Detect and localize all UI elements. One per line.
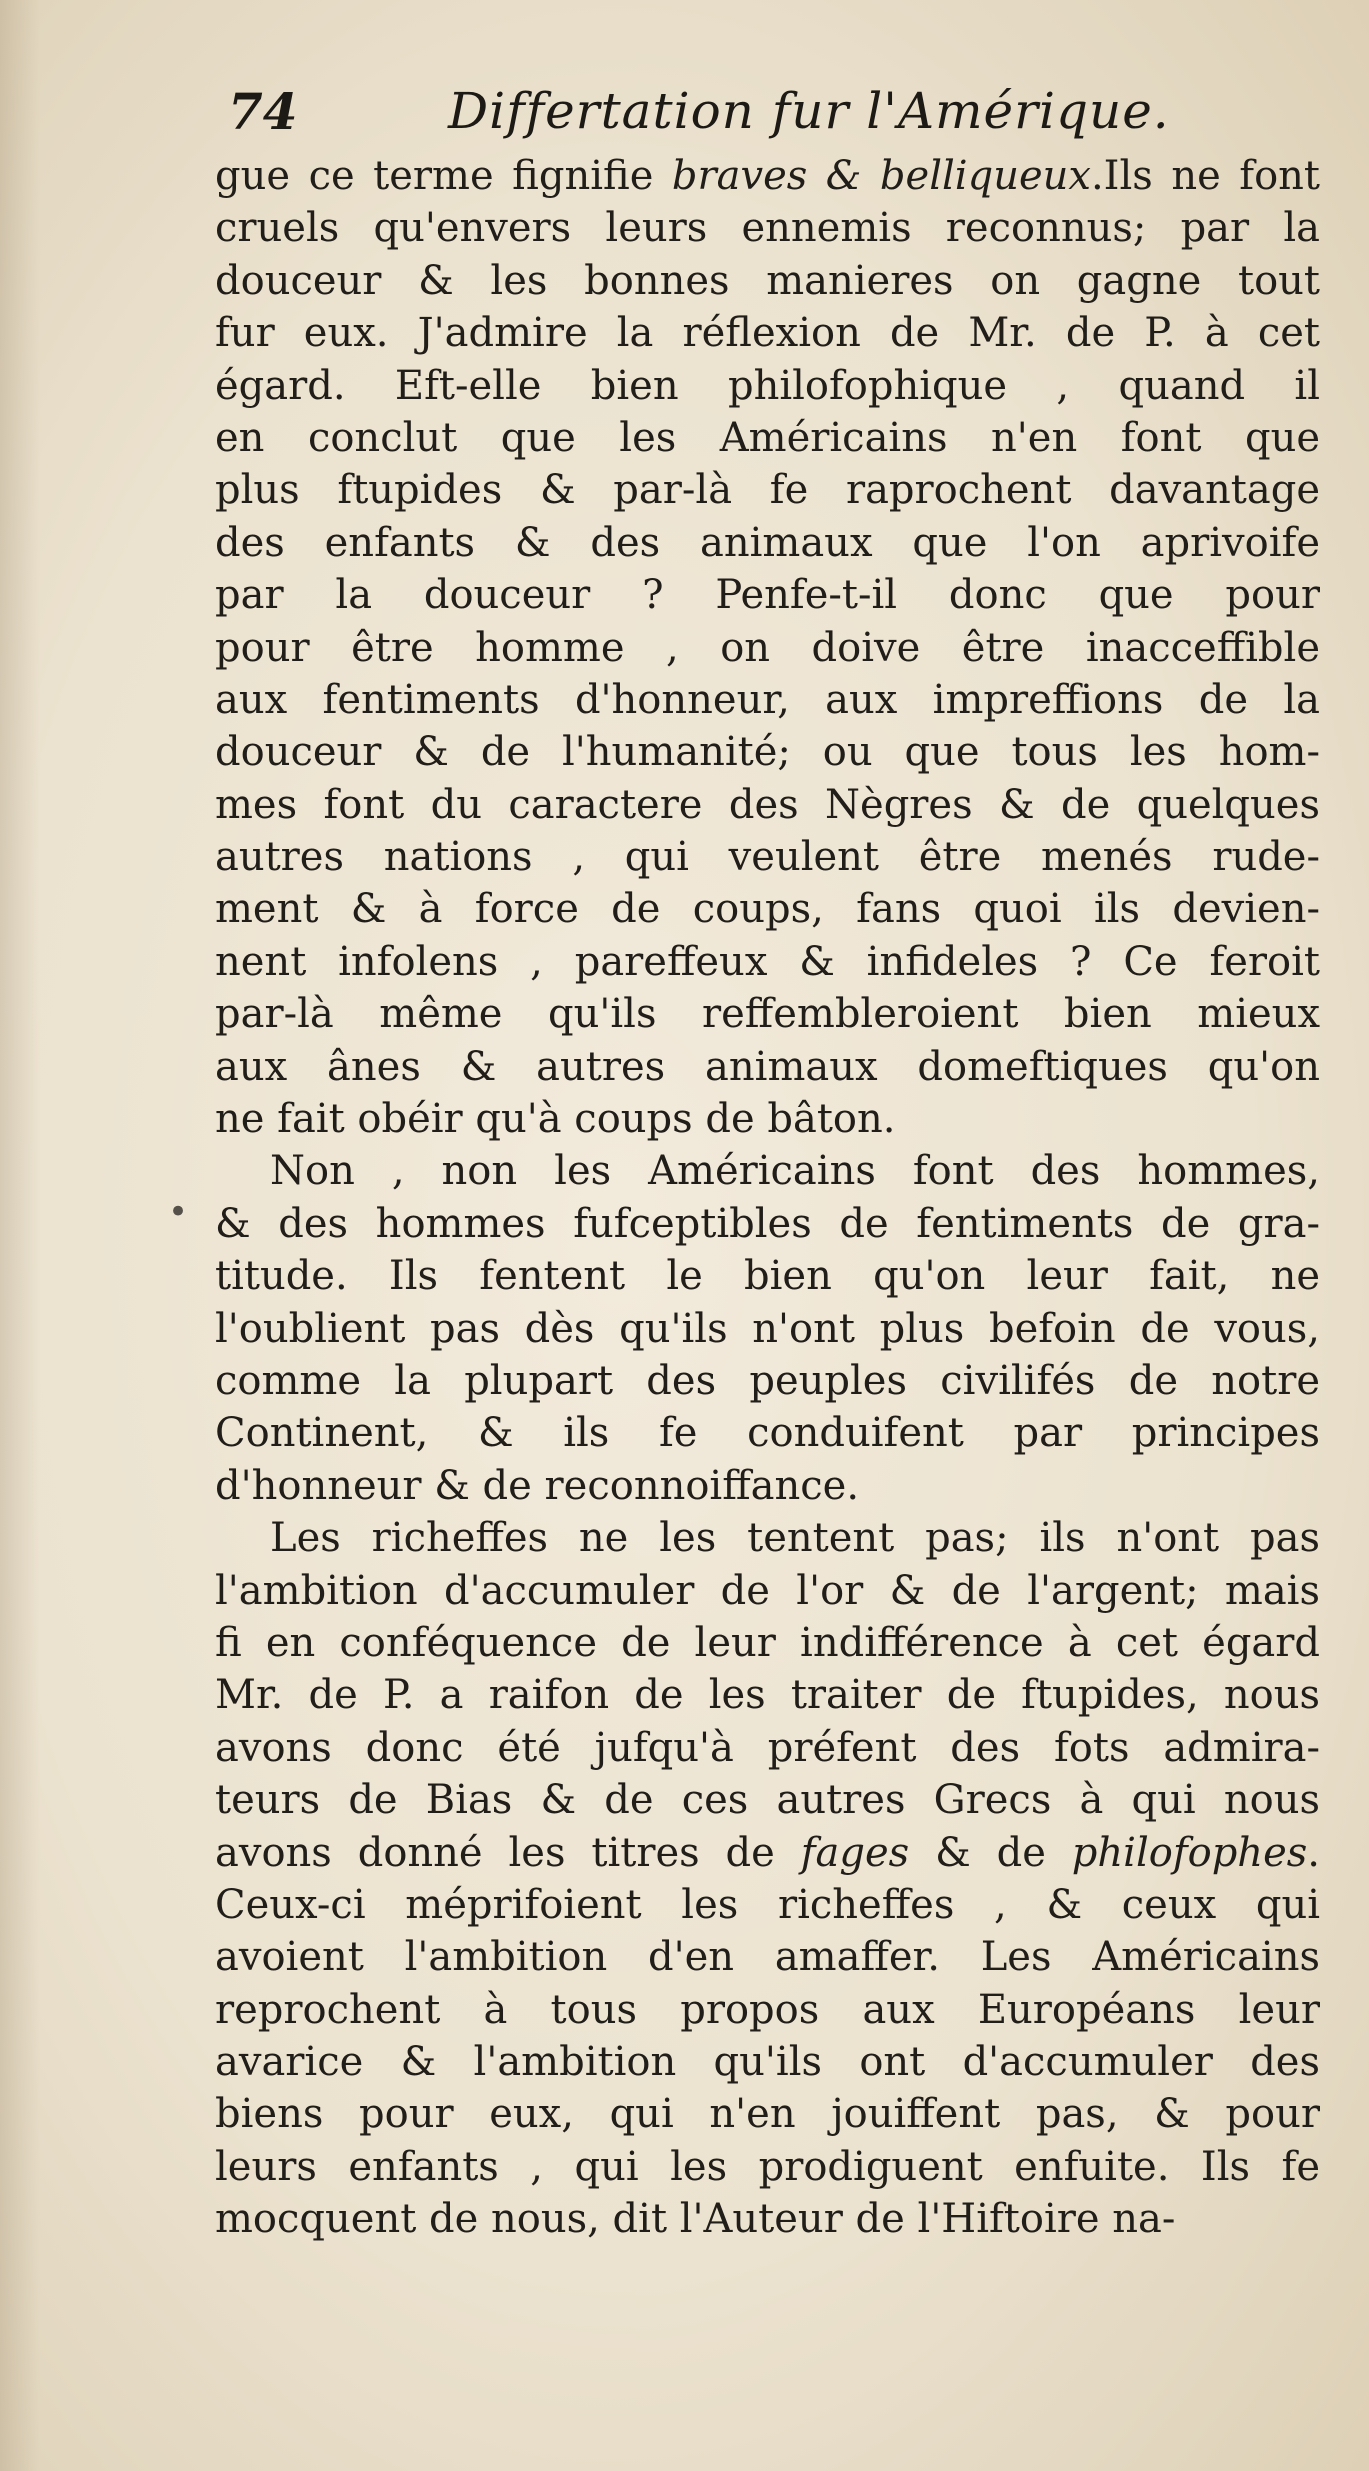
text-line xyxy=(215,1145,1320,1197)
line-text: mocquent de nous, dit l'Auteur de l'Hiftoire na- xyxy=(215,2196,1176,2243)
text-line xyxy=(215,1355,1320,1407)
line-text: mes font du caractere des Nègres & de quelques xyxy=(215,781,1320,828)
text-line xyxy=(215,1407,1320,1459)
line-text: d'honneur & de reconnoiffance. xyxy=(215,1462,860,1509)
line-text: par la douceur ? Penfe-t-il donc que pour xyxy=(215,572,1320,619)
line-text: nent infolens , pareffeux & infideles ? Ce feroit xyxy=(215,938,1320,985)
text-line xyxy=(215,1827,1320,1879)
text-line xyxy=(215,1617,1320,1669)
italic-text: braves & belliqueux xyxy=(671,153,1091,199)
text-line xyxy=(215,1565,1320,1617)
line-text: en conclut que les Américains n'en font que xyxy=(215,414,1320,461)
page-number: 74 xyxy=(228,82,298,141)
text-line xyxy=(215,1460,1320,1512)
text-line xyxy=(215,883,1320,935)
text-line xyxy=(215,831,1320,883)
text-line xyxy=(215,202,1320,254)
line-text: Ceux-ci méprifoient les richeffes , & ceux qui xyxy=(215,1881,1320,1928)
line-text: égard. Eft-elle bien philofophique , quand il xyxy=(215,362,1320,409)
text-line xyxy=(215,150,1320,202)
line-text: fur eux. J'admire la réflexion de Mr. de P. à cet xyxy=(215,310,1320,357)
text-line xyxy=(215,2036,1320,2088)
line-text: ment & à force de coups, fans quoi ils devien- xyxy=(215,886,1320,933)
line-text: reprochent à tous propos aux Européans leur xyxy=(215,1986,1320,2033)
text-line xyxy=(215,360,1320,412)
margin-mark: • xyxy=(168,1192,189,1232)
line-text: avarice & l'ambition qu'ils ont d'accumuler des xyxy=(215,2039,1320,2086)
line-text: Mr. de P. a raifon de les traiter de ftupides, nous xyxy=(215,1672,1320,1719)
page-header xyxy=(228,82,1308,152)
line-text: douceur & de l'humanité; ou que tous les hom- xyxy=(215,729,1320,776)
line-text: l'ambition d'accumuler de l'or & de l'argent; mais xyxy=(215,1567,1320,1614)
text-line xyxy=(215,1722,1320,1774)
text-line xyxy=(215,464,1320,516)
line-text: aux ânes & autres animaux domeftiques qu'on xyxy=(215,1043,1320,1090)
line-text: plus ftupides & par-là fe raprochent davantage xyxy=(215,467,1320,514)
text-line xyxy=(215,1931,1320,1983)
line-text: autres nations , qui veulent être menés rude- xyxy=(215,834,1320,881)
text-line xyxy=(215,2193,1320,2245)
line-text: biens pour eux, qui n'en jouiffent pas, & pour xyxy=(215,2091,1320,2138)
line-text: avons donné les titres de xyxy=(215,1829,801,1876)
line-text: aux fentiments d'honneur, aux impreffions de la xyxy=(215,676,1320,723)
line-text: cruels qu'envers leurs ennemis reconnus; par la xyxy=(215,205,1320,252)
line-text: gue ce terme fignifie xyxy=(215,153,672,199)
text-line xyxy=(215,1093,1320,1145)
text-line xyxy=(215,988,1320,1040)
line-text: comme la plupart des peuples civilifés de notre xyxy=(215,1357,1320,1404)
text-line xyxy=(215,1512,1320,1564)
text-line xyxy=(215,569,1320,621)
text-line xyxy=(215,622,1320,674)
running-title: Differtation fur l'Amérique. xyxy=(448,82,1170,140)
line-text: teurs de Bias & de ces autres Grecs à qui nous xyxy=(215,1777,1320,1824)
line-text: ne fait obéir qu'à coups de bâton. xyxy=(215,1096,896,1143)
line-text: leurs enfants , qui les prodiguent enfuite. Ils fe xyxy=(215,2143,1320,2190)
text-line xyxy=(215,2088,1320,2140)
italic-text: fages xyxy=(800,1829,910,1876)
text-line xyxy=(215,779,1320,831)
text-line xyxy=(215,2141,1320,2193)
line-text: avons donc été jufqu'à préfent des fots admira- xyxy=(215,1724,1320,1771)
italic-text: philofophes xyxy=(1071,1829,1308,1876)
text-line xyxy=(215,936,1320,988)
text-line xyxy=(215,726,1320,778)
line-text: fi en conféquence de leur indifférence à cet égard xyxy=(215,1619,1320,1666)
line-text: Les richeffes ne les tentent pas; ils n'ont pas xyxy=(270,1515,1320,1562)
text-line xyxy=(215,1250,1320,1302)
line-text: Continent, & ils fe conduifent par principes xyxy=(215,1410,1320,1457)
text-line xyxy=(215,1198,1320,1250)
text-line xyxy=(215,1041,1320,1093)
text-line xyxy=(215,412,1320,464)
line-text: douceur & les bonnes manieres on gagne tout xyxy=(215,257,1320,304)
line-text: l'oublient pas dès qu'ils n'ont plus befoin de vous, xyxy=(215,1305,1320,1352)
line-text: par-là même qu'ils reffembleroient bien mieux xyxy=(215,991,1320,1038)
line-text: pour être homme , on doive être inacceffible xyxy=(215,624,1320,671)
text-line xyxy=(215,517,1320,569)
line-text: des enfants & des animaux que l'on aprivoife xyxy=(215,519,1320,566)
line-text: . xyxy=(1307,1829,1320,1876)
line-text: titude. Ils fentent le bien qu'on leur fait, ne xyxy=(215,1253,1320,1300)
line-text: Non , non les Américains font des hommes, xyxy=(270,1148,1320,1195)
text-line xyxy=(215,307,1320,359)
text-line xyxy=(215,1303,1320,1355)
body-text xyxy=(215,150,1320,2246)
text-line xyxy=(215,1774,1320,1826)
line-text: & de xyxy=(909,1829,1072,1876)
text-line xyxy=(215,1984,1320,2036)
line-text: avoient l'ambition d'en amaffer. Les Américains xyxy=(215,1934,1320,1981)
text-line xyxy=(215,1669,1320,1721)
text-line xyxy=(215,255,1320,307)
line-text: .Ils ne font xyxy=(1090,153,1320,199)
text-line xyxy=(215,1879,1320,1931)
text-line xyxy=(215,674,1320,726)
line-text: & des hommes fufceptibles de fentiments de gra- xyxy=(215,1200,1320,1247)
